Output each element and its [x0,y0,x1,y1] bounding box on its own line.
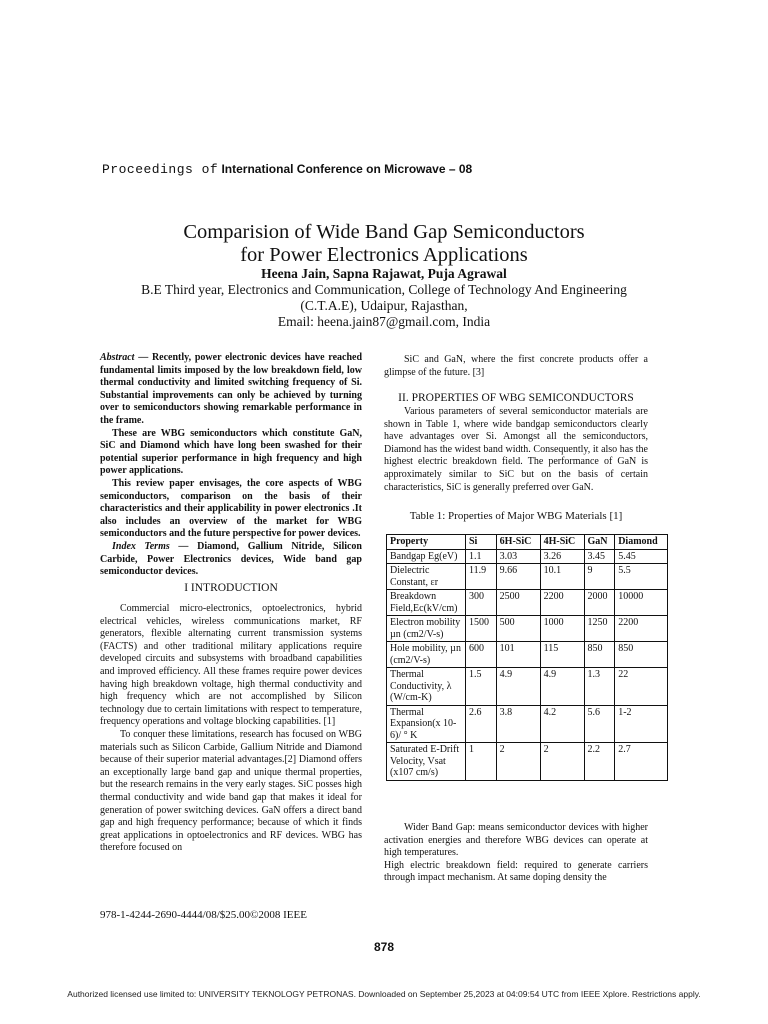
abstract-label: Abstract [100,352,135,363]
table-cell-value: 3.45 [584,549,615,564]
wider-band-gap-p: Wider Band Gap: means semiconductor devices with higher activation energies and therefore WBG devices can operate at high temperatures. [384,822,648,859]
table-cell-value: 2200 [615,616,668,642]
table-row [387,616,668,642]
table-cell-property: Electron mobility µn (cm2/V-s) [387,616,466,642]
abstract-p1 [100,352,362,428]
table-cell-value: 2 [540,743,584,781]
table-cell-value: 1.3 [584,668,615,706]
table-cell-value: 850 [615,642,668,668]
table-row [387,590,668,616]
table-cell-property: Dielectric Constant, εr [387,564,466,590]
table-cell-value: 2000 [584,590,615,616]
authors: Heena Jain, Sapna Rajawat, Puja Agrawal [261,266,507,281]
index-terms-dash: — [169,540,198,552]
table-cell-value: 10.1 [540,564,584,590]
table-cell-property: Hole mobility, µn (cm2/V-s) [387,642,466,668]
table-cell-value: 2.7 [615,743,668,781]
table-cell-value: 115 [540,642,584,668]
table-row [387,564,668,590]
paper-title-line1: Comparision of Wide Band Gap Semiconductors [183,221,585,243]
affiliation-line3: Email: heena.jain87@gmail.com, India [277,314,491,329]
abstract-text-1: Recently, power electronic devices have reached fundamental limits imposed by the low breakdown field, low thermal conductivity and limited switching frequency of Si. Substantial improvements can only be achieved by turning over to semiconductors showing remarkable performance in the frame. [100,352,363,426]
table-row [387,705,668,743]
table-cell-value: 4.9 [496,668,540,706]
intro-p1: Commercial micro-electronics, optoelectronics, hybrid electrical vehicles, wireless communications market, RF generators, flexible alternating current transmission systems (FACTS) and other traditional military applications require developed circuits and subsystems with broadband capabilities and improved efficiency. All these frames require power devices having high breakdown voltage, high thermal conductivity and high frequency which are not accomplished by Silicon technology due to certain limitations with respect to temperature, frequency operations and voltage blocking capabilities. [1] [100,603,362,728]
header-conference: International Conference on Microwave – 08 [221,162,473,176]
table-cell-value: 300 [466,590,497,616]
table-cell-value: 1000 [540,616,584,642]
table-cell-property: Thermal Conductivity, λ (W/cm-K) [387,668,466,706]
table-cell-value: 1.1 [466,549,497,564]
table-row [387,743,668,781]
th-si: Si [466,535,497,550]
table-cell-value: 3.8 [496,705,540,743]
table-cell-value: 2.2 [584,743,615,781]
abstract-dash: — [134,352,152,363]
table-cell-value: 1 [466,743,497,781]
table-cell-value: 2 [496,743,540,781]
intro-body [100,603,362,855]
th-diamond: Diamond [615,535,668,550]
table-cell-value: 1.5 [466,668,497,706]
intro-continuation: SiC and GaN, where the first concrete products offer a glimpse of the future. [3] [384,354,648,378]
table-cell-property: Breakdown Field,Ec(kV/cm) [387,590,466,616]
table-cell-value: 9 [584,564,615,590]
table-cell-value: 10000 [615,590,668,616]
intro-heading: I INTRODUCTION [184,582,278,594]
table-header-row [387,535,668,550]
table-cell-value: 2.6 [466,705,497,743]
affiliation-line1: B.E Third year, Electronics and Communication, College of Technology And Engineering [141,282,627,297]
table-cell-value: 5.45 [615,549,668,564]
table-cell-value: 600 [466,642,497,668]
table-row [387,549,668,564]
running-header [102,161,472,177]
th-4h-sic: 4H-SiC [540,535,584,550]
license-notice: Authorized licensed use limited to: UNIVERSITY TEKNOLOGY PETRONAS. Downloaded on September 25,2023 at 04:09:54 UTC from IEEE Xplore. Restrictions apply. [67,989,701,999]
table-cell-value: 2200 [540,590,584,616]
table-cell-value: 500 [496,616,540,642]
index-terms-text: Diamond, Gallium Nitride, Silicon Carbide, Power Electronics devices, Wide band gap semiconductor devices. [100,540,362,578]
table-cell-value: 1-2 [615,705,668,743]
table-caption: Table 1: Properties of Major WBG Materials [1] [409,510,623,522]
table-cell-value: 1250 [584,616,615,642]
table-cell-value: 3.26 [540,549,584,564]
affiliation-line2: (C.T.A.E), Udaipur, Rajasthan, [300,298,468,313]
right-column-bottom [384,822,648,885]
paper-title-line2: for Power Electronics Applications [240,244,528,266]
table-cell-value: 1500 [466,616,497,642]
section2-heading: II. PROPERTIES OF WBG SEMICONDUCTORS [398,392,634,404]
table-cell-value: 11.9 [466,564,497,590]
header-prefix: Proceedings of [102,162,219,177]
table-cell-value: 5.6 [584,705,615,743]
table-cell-value: 9.66 [496,564,540,590]
table-cell-value: 4.2 [540,705,584,743]
abstract-p3: This review paper envisages, the core aspects of WBG semiconductors, comparison on the basis of their characteristics and their applicability in power electronics .It also includes an overview of the market for WBG semiconductors and the future perspective for power devices. [100,477,362,540]
th-6h-sic: 6H-SiC [496,535,540,550]
right-column-top [384,354,648,379]
th-property: Property [387,535,466,550]
table-cell-property: Thermal Expansion(x 10-6)/ ° K [387,705,466,743]
section2-body [384,406,648,494]
table-cell-property: Saturated E-Drift Velocity, Vsat (x107 cm/s) [387,743,466,781]
table-cell-value: 3.03 [496,549,540,564]
index-terms [100,541,362,579]
page-number: 878 [373,940,395,954]
table-cell-value: 22 [615,668,668,706]
properties-table [386,534,668,781]
table-row [387,668,668,706]
table-cell-property: Bandgap Eg(eV) [387,549,466,564]
abstract-block [100,352,362,579]
table-cell-value: 5.5 [615,564,668,590]
table-row [387,642,668,668]
intro-p2: To conquer these limitations, research has focused on WBG materials such as Silicon Carbide, Gallium Nitride and Diamond because of their superior material advantages.[2] Diamond offers an exceptionally large band gap and unique thermal properties, but the research remains in the very early stages. SiC posses high thermal conductivity and wide band gap that makes it ideal for generation of power switching devices. GaN offers a direct band gap and high frequency performance; because of which it finds great applications in optoelectronics and RF devices. WBG has therefore focused on [100,728,362,854]
breakdown-field-p: High electric breakdown field: required to generate carriers through impact mechanism. At same doping density the [384,859,648,884]
table-cell-value: 4.9 [540,668,584,706]
th-gan: GaN [584,535,615,550]
table-cell-value: 850 [584,642,615,668]
table-cell-value: 101 [496,642,540,668]
section2-p: Various parameters of several semiconductor materials are shown in Table 1, where wide bandgap semiconductors clearly have advantages over Si. Amongst all the semiconductors, Diamond has the widest band width. Consequently, it also has the highest electric breakdown field. The performance of GaN is approximately similar to SiC but on the basis of certain characteristics, SiC is generally preferred over GaN. [384,406,648,493]
table-cell-value: 2500 [496,590,540,616]
abstract-p2: These are WBG semiconductors which constitute GaN, SiC and Diamond which have long been swashed for their potential superior performance in high frequency and high power applications. [100,427,362,477]
index-terms-label: Index Terms [112,540,170,552]
isbn-line: 978-1-4244-2690-4444/08/$25.00©2008 IEEE [100,909,307,921]
